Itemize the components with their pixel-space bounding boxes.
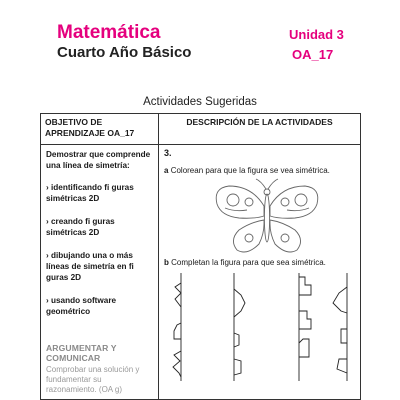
- activity-a: [164, 166, 355, 175]
- activity-b-text: Completan la figura para que sea simétrica.: [171, 258, 326, 267]
- activities-table: [40, 113, 361, 400]
- argue-text: Comprobar una solución y fundamentar su razonamiento. (OA g): [46, 365, 140, 394]
- oa-code: OA_17: [292, 47, 334, 62]
- butterfly-drawing-icon: [207, 178, 327, 258]
- objective-intro: Demostrar que comprende una línea de simetría:: [46, 150, 151, 170]
- half-figure-drawings-icon: [159, 273, 359, 383]
- activity-number: 3.: [164, 148, 172, 158]
- header-left: [57, 22, 191, 62]
- objective-column-header: OBJETIVO DE APRENDIZAJE OA_17: [41, 114, 159, 145]
- grade-subtitle: Cuarto Año Básico: [57, 44, 192, 61]
- document-title: Actividades Sugeridas: [143, 96, 257, 108]
- description-column-header: DESCRIPCIÓN DE LA ACTIVIDADES: [159, 114, 361, 145]
- activity-a-label: a: [164, 166, 169, 175]
- header-right: [289, 27, 344, 63]
- objective-item: › identificando fi guras simétricas 2D: [46, 183, 134, 203]
- objective-item: › creando fi guras simétricas 2D: [46, 217, 115, 237]
- objective-cell: [41, 145, 159, 400]
- activity-b-label: b: [164, 258, 169, 267]
- subject-title: Matemática: [57, 22, 161, 43]
- objective-item: › dibujando una o más líneas de simetría en fi guras 2D: [46, 251, 134, 282]
- activity-a-text: Colorean para que la figura se vea simétrica.: [170, 166, 330, 175]
- unit-label: Unidad 3: [289, 27, 344, 42]
- activity-b: [164, 258, 326, 267]
- argue-box: [46, 343, 153, 395]
- description-cell: [159, 145, 361, 400]
- argue-title: ARGUMENTAR Y COMUNICAR: [46, 343, 117, 363]
- objective-item: › usando software geométrico: [46, 296, 117, 316]
